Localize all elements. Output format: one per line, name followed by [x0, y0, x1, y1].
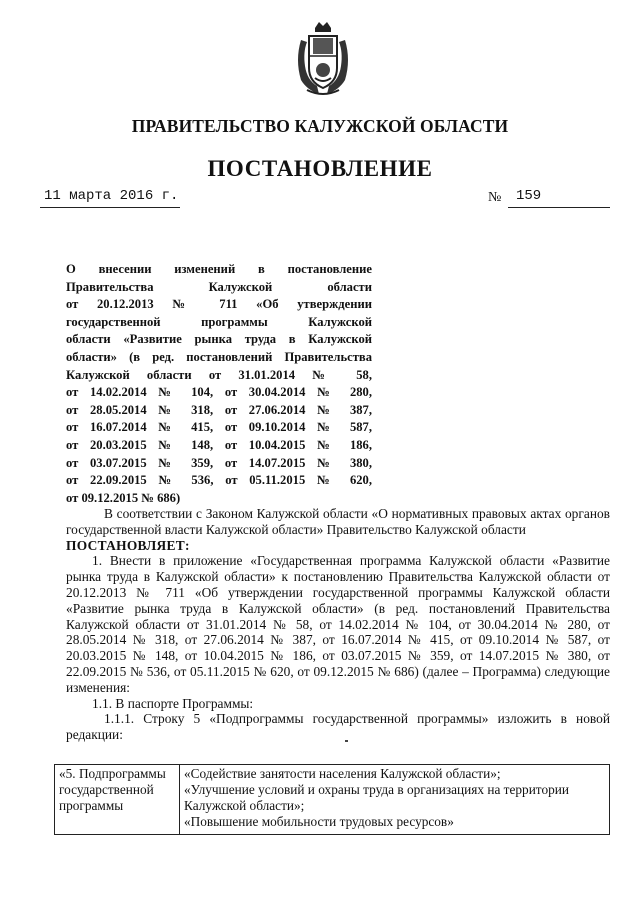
subject-line: Калужской области от 31.01.2014 № 58,	[66, 367, 372, 382]
subject-line: области» (в ред. постановлений Правительства	[66, 349, 372, 364]
subject-line: государственной программы Калужской	[66, 314, 372, 329]
subject-line: от 14.02.2014 № 104, от 30.04.2014 № 280,	[66, 385, 372, 400]
number-label: №	[488, 190, 502, 205]
coat-of-arms-emblem	[293, 20, 353, 98]
subject-line: от 03.07.2015 № 359, от 14.07.2015 № 380,	[66, 455, 372, 470]
number-underline	[508, 207, 610, 208]
decree-body	[66, 506, 610, 743]
program-table	[54, 764, 610, 835]
preamble-paragraph: В соответствии с Законом Калужской области «О нормативных правовых актах органов государственной власти Калужской области» Правительство Калужской области	[66, 506, 610, 537]
table-row	[55, 765, 610, 835]
subprogram-item: «Повышение мобильности трудовых ресурсов»	[184, 814, 454, 829]
scan-speck	[345, 740, 348, 742]
decree-subject	[66, 261, 372, 507]
item-1-1-paragraph: 1.1. В паспорте Программы:	[92, 695, 254, 711]
subject-line: от 28.05.2014 № 318, от 27.06.2014 № 387,	[66, 402, 372, 417]
item-1-paragraph: 1. Внести в приложение «Государственная программа Калужской области «Развитие рынка труда в Калужской области» к постановлению Правительства Калужской области от 20.12.2013 № 711 «Об утверждении государственной программы Калужской области «Развитие рынка труда в Калужской области» (в ред. постановлений Правительства Калужской области от 31.01.2014 № 58, от 14.02.2014 № 104, от 30.04.2014 № 280, от 28.05.2014 № 318, от 27.06.2014 № 387, от 16.07.2014 № 415, от 09.10.2014 № 587, от 20.03.2015 № 148, от 10.04.2015 № 186, от 03.07.2015 № 359, от 14.07.2015 № 380, от 22.09.2015 № 536, от 05.11.2015 № 620, от 09.12.2015 № 686) (далее – Программа) следующие изменения:	[66, 553, 610, 695]
subject-line: от 16.07.2014 № 415, от 09.10.2014 № 587,	[66, 420, 372, 435]
subject-line: О внесении изменений в постановление	[66, 262, 372, 276]
decree-date: 11 марта 2016 г.	[44, 188, 179, 204]
date-underline	[40, 207, 180, 208]
subprogram-item: «Улучшение условий и охраны труда в организациях на территории Калужской области»;	[184, 782, 569, 813]
decree-number: 159	[516, 188, 542, 204]
table-cell-subprograms-list	[180, 765, 610, 835]
subject-line: от 22.09.2015 № 536, от 05.11.2015 № 620,	[66, 473, 372, 488]
document-type: ПОСТАНОВЛЕНИЕ	[207, 156, 433, 181]
government-name: ПРАВИТЕЛЬСТВО КАЛУЖСКОЙ ОБЛАСТИ	[131, 116, 509, 136]
subject-line: от 20.03.2015 № 148, от 10.04.2015 № 186,	[66, 437, 372, 452]
decides-word: ПОСТАНОВЛЯЕТ:	[66, 537, 190, 553]
item-1-1-1-paragraph: 1.1.1. Строку 5 «Подпрограммы государственной программы» изложить в новой редакции:	[66, 711, 610, 743]
subject-line: области «Развитие рынка труда в Калужской	[66, 332, 372, 347]
subprogram-item: «Содействие занятости населения Калужской области»;	[184, 766, 501, 781]
subject-line: от 09.12.2015 № 686)	[66, 490, 181, 505]
table-cell-subprograms-label: «5. Подпрограммы государственной программы	[55, 765, 180, 835]
subject-line: Правительства Калужской области	[66, 279, 372, 294]
subject-line: от 20.12.2013 № 711 «Об утверждении	[66, 297, 372, 312]
